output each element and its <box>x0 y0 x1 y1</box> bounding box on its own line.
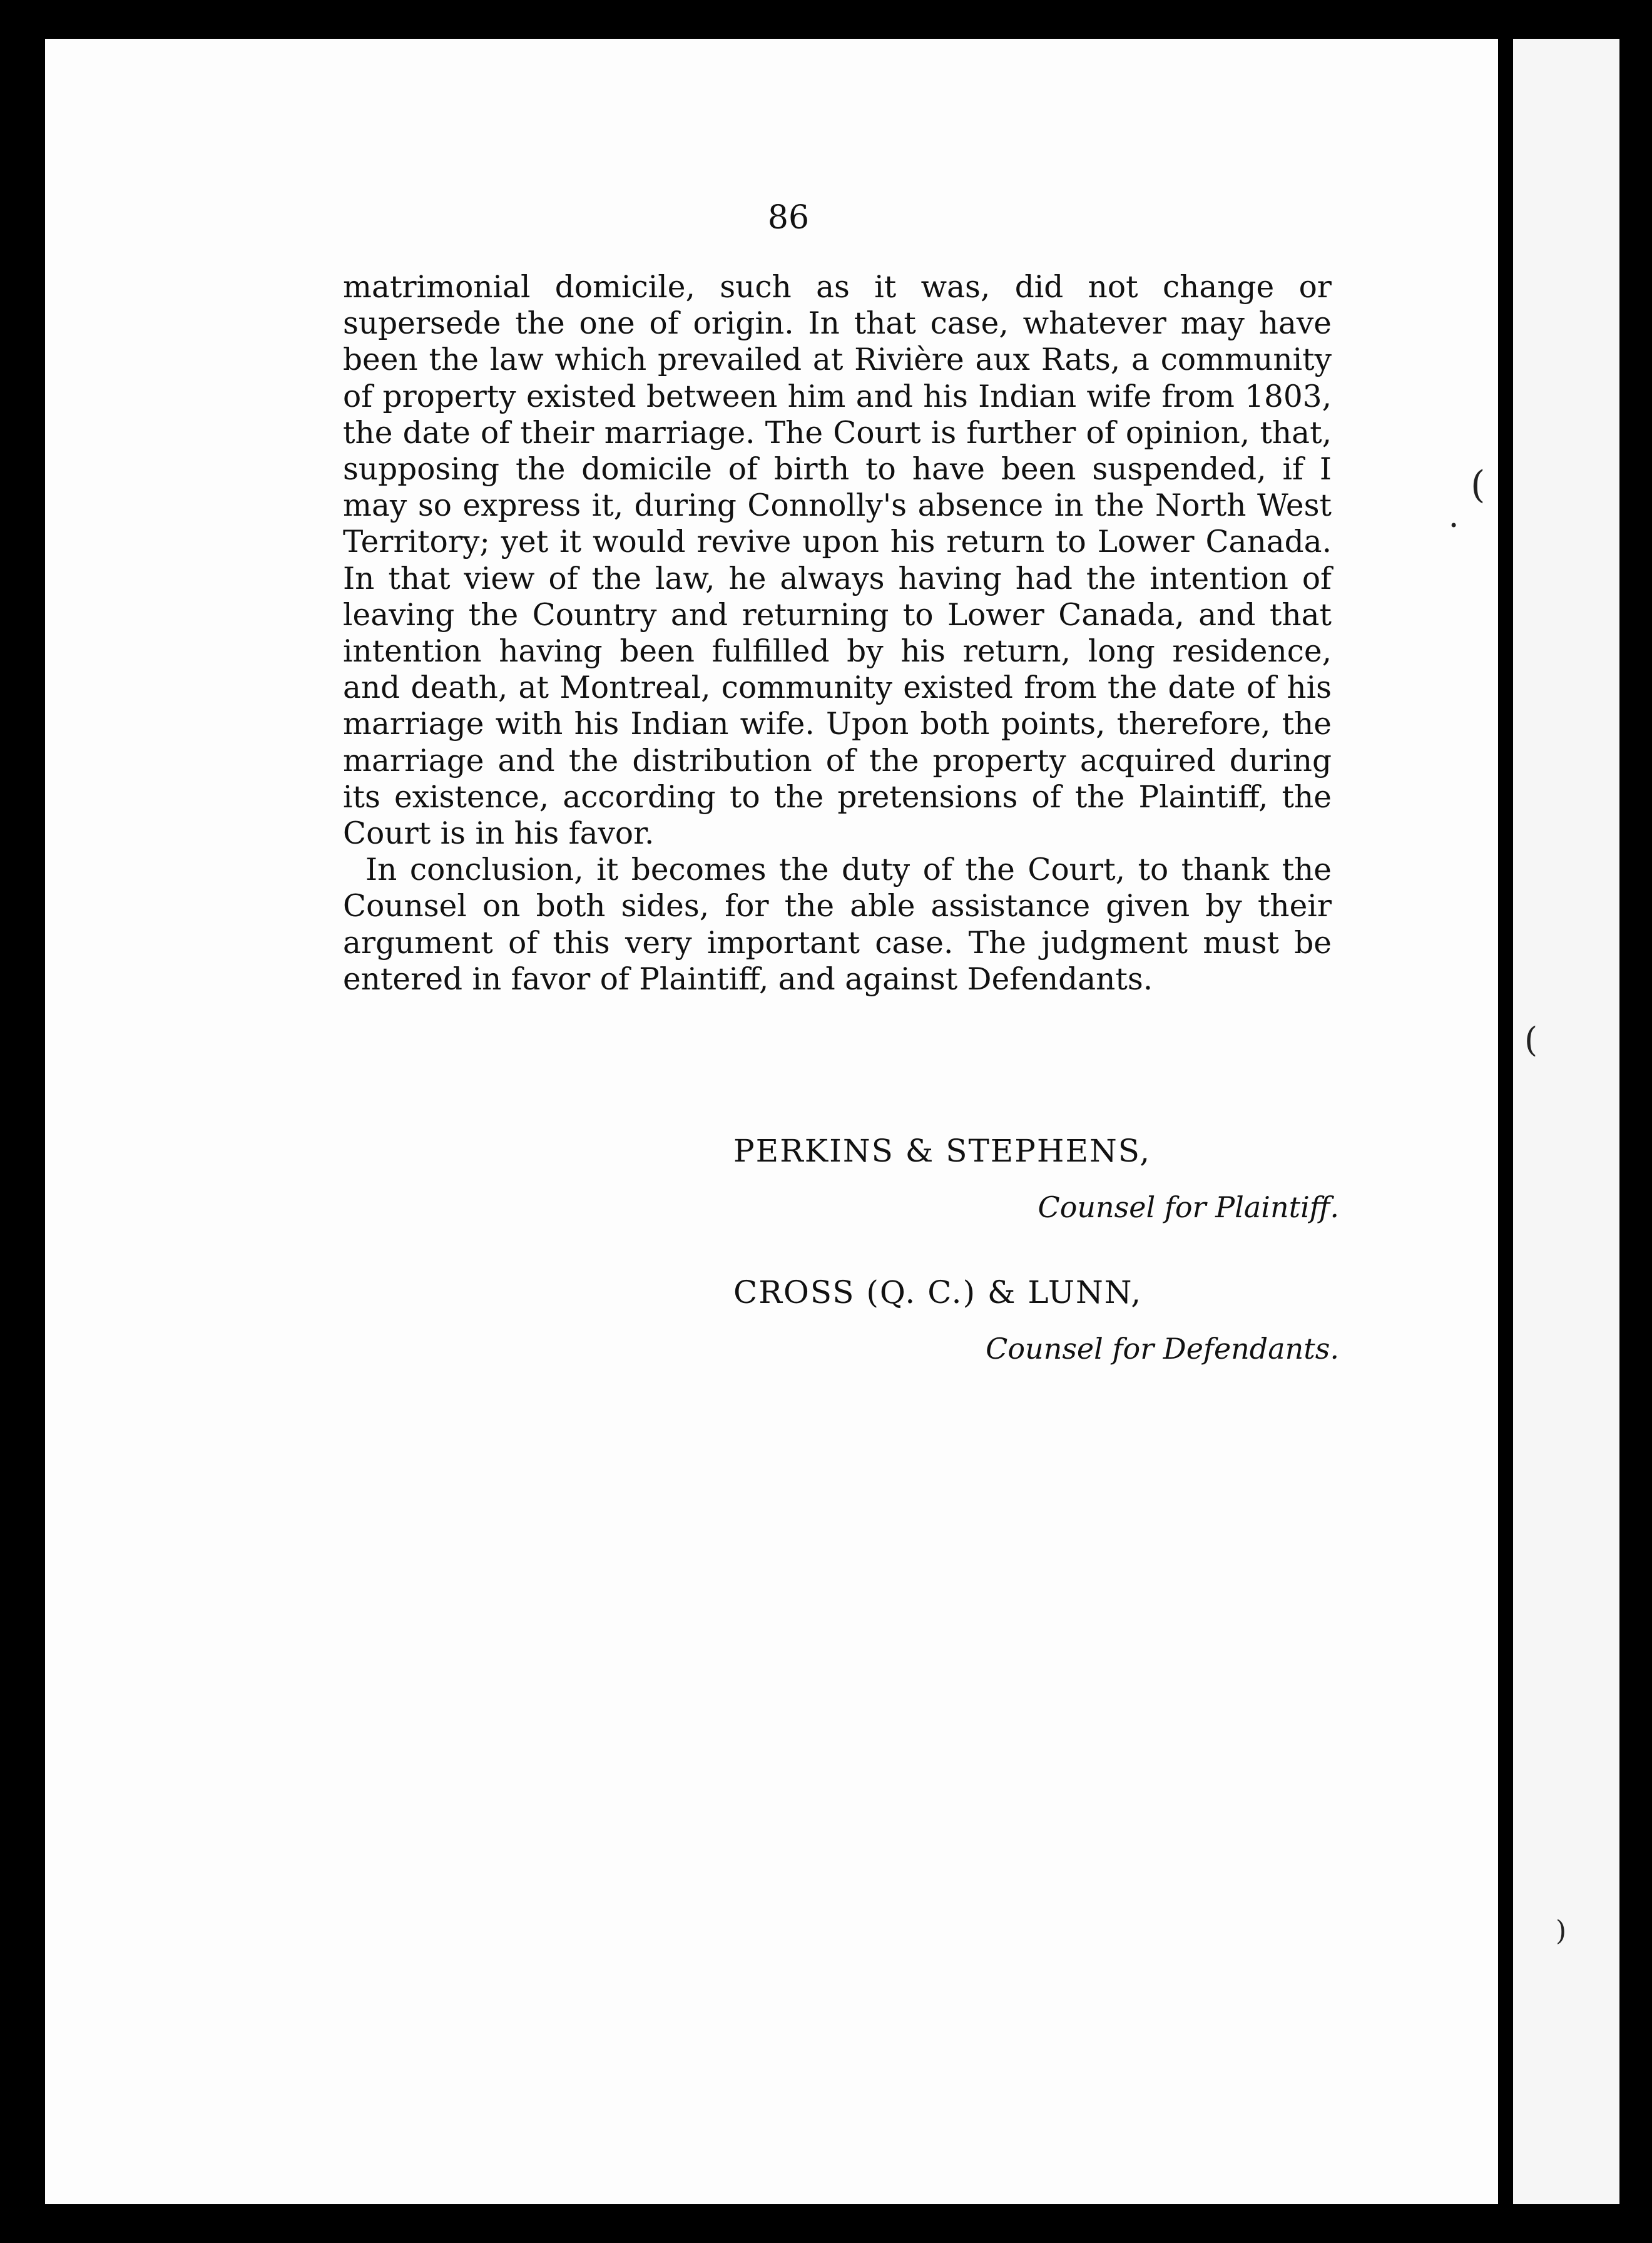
paragraph-2: In conclusion, it becomes the duty of the Court, to thank the Counsel on both sides, for the able assistance given by their argument of this very important case. The judgment must be entered in favor of Plaintiff, and against Defendants. <box>343 852 1332 997</box>
scan-border-right <box>1619 0 1652 2243</box>
scan-dot: • <box>1449 517 1459 534</box>
defendants-counsel-name: CROSS (Q. C.) & LUNN, <box>733 1274 1143 1311</box>
scan-mark: ) <box>1556 1915 1567 1947</box>
adjacent-page-edge <box>1513 39 1619 2204</box>
page-number: 86 <box>767 199 810 237</box>
scan-mark: ( <box>1524 1020 1538 1060</box>
gutter-shadow <box>1498 0 1513 2243</box>
defendants-counsel-role: Counsel for Defendants. <box>986 1332 1339 1366</box>
scan-mark: ( <box>1471 463 1486 507</box>
body-text <box>343 269 1332 998</box>
plaintiff-counsel-name: PERKINS & STEPHENS, <box>733 1133 1151 1169</box>
plaintiff-counsel-role: Counsel for Plaintiff. <box>1038 1190 1339 1224</box>
paragraph-1: matrimonial domicile, such as it was, did not change or supersede the one of origin. In that case, whatever may have been the law which prevailed at Rivière aux Rats, a community of property existed between him and his Indian wife from 1803, the date of their marriage. The Court is further of opinion, that, supposing the domicile of birth to have been suspended, if I may so express it, during Connolly's absence in the North West Territory; yet it would revive upon his return to Lower Canada. In that view of the law, he always having had the intention of leaving the Country and returning to Lower Canada, and that intention having been fulfilled by his return, long residence, and death, at Montreal, community existed from the date of his marriage with his Indian wife. Upon both points, therefore, the marriage and the distribution of the property acquired during its existence, according to the pretensions of the Plaintiff, the Court is in his favor. <box>343 270 1332 852</box>
